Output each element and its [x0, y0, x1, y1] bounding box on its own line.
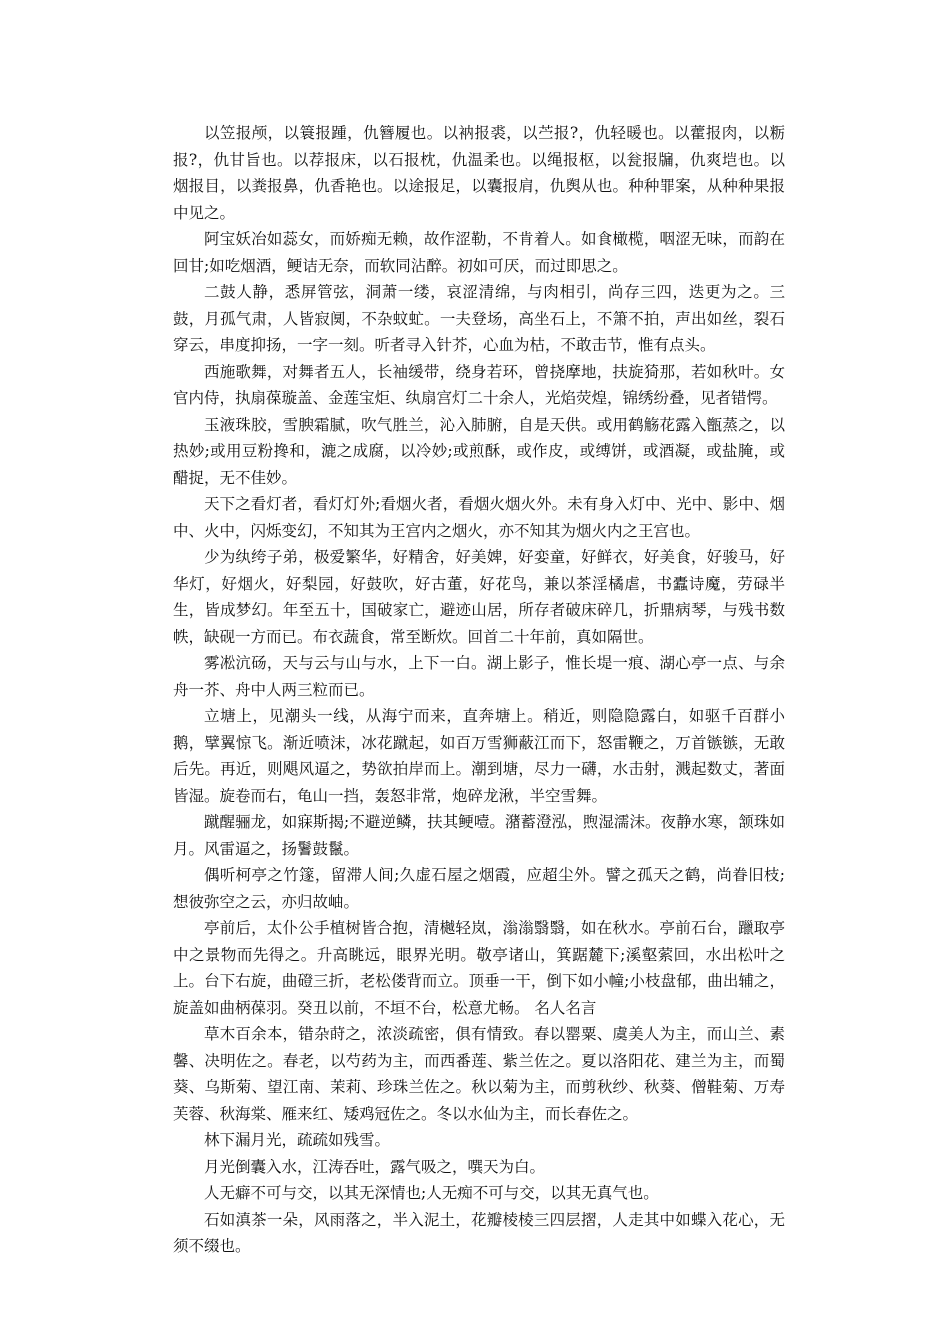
paragraph: 西施歌舞，对舞者五人，长袖缓带，绕身若环，曾挠摩地，扶旋猗那，若如秋叶。女官内侍，执扇葆璇盖、金莲宝炬、纨扇宫灯二十余人，光焰荧煌，锦绣纷叠，见者错愕。 [173, 362, 785, 407]
paragraph: 草木百余本，错杂莳之，浓淡疏密，俱有情致。春以罂粟、虞美人为主，而山兰、素馨、决明佐之。春老，以芍药为主，而西番莲、紫兰佐之。夏以洛阳花、建兰为主，而蜀葵、乌斯菊、望江南、茉莉、珍珠兰佐之。秋以菊为主，而剪秋纱、秋葵、僧鞋菊、万寿芙蓉、秋海棠、雁来红、矮鸡冠佐之。冬以水仙为主，而长春佐之。 [173, 1025, 785, 1123]
paragraph: 立塘上，见潮头一线，从海宁而来，直奔塘上。稍近，则隐隐露白，如驱千百群小鹅，擘翼惊飞。渐近喷沫，冰花蹴起，如百万雪狮蔽江而下，怒雷鞭之，万首镞镞，无敢后先。再近，则飓风逼之，势欲拍岸而上。潮到塘，尽力一礴，水击射，溅起数丈，著面皆湿。旋卷而右，龟山一挡，轰怒非常，炮碎龙湫，半空雪舞。 [173, 707, 785, 805]
paragraph: 天下之看灯者，看灯灯外;看烟火者，看烟火烟火外。未有身入灯中、光中、影中、烟中、火中，闪烁变幻，不知其为王宫内之烟火，亦不知其为烟火内之王宫也。 [173, 495, 785, 540]
paragraph: 月光倒囊入水，江涛吞吐，露气吸之，噀天为白。 [204, 1157, 546, 1176]
paragraph: 人无癖不可与交，以其无深情也;人无痴不可与交，以其无真气也。 [204, 1184, 659, 1202]
paragraph: 少为纨绔子弟，极爱繁华，好精舍，好美婢，好娈童，好鲜衣，好美食，好骏马，好华灯，好烟火，好梨园，好鼓吹，好古董，好花鸟，兼以茶淫橘虐，书蠹诗魔，劳碌半生，皆成梦幻。年至五十，国破家亡，避迹山居，所存者破床碎几，折鼎病琴，与残书数帙，缺砚一方而已。布衣蔬食，常至断炊。回首二十年前，真如隔世。 [173, 548, 785, 646]
paragraph: 玉液珠胶，雪腴霜腻，吹气胜兰，沁入肺腑，自是天供。或用鹤觞花露入甑蒸之，以热妙;或用豆粉搀和，漉之成腐，以冷妙;或煎酥，或作皮，或缚饼，或酒凝，或盐腌，或醋捉，无不佳妙。 [173, 415, 785, 487]
paragraph: 二鼓人静，悉屏管弦，洞萧一缕，哀涩清绵，与肉相引，尚存三四，迭更为之。三鼓，月孤气肃，人皆寂阒，不杂蚊虻。一夫登场，高坐石上，不箫不拍，声出如丝，裂石穿云，串度抑扬，一字一刻。听者寻入针芥，心血为枯，不敢击节，惟有点头。 [173, 283, 785, 354]
paragraph: 以笠报颅，以簑报踵，仇簪履也。以衲报裘，以苎报?，仇轻暖也。以藿报肉，以粝报?，仇甘旨也。以荐报床，以石报枕，仇温柔也。以绳报枢，以瓮报牖，仇爽垲也。以烟报目，以粪报鼻，仇香艳也。以途报足，以囊报肩，仇舆从也。种种罪案，从种种果报中见之。 [173, 124, 785, 222]
paragraph: 阿宝妖冶如蕊女，而娇痴无赖，故作涩勒，不肯着人。如食橄榄，咽涩无味，而韵在回甘;如吃烟酒，鲠诘无奈，而软同沾醉。初如可厌，而过即思之。 [173, 230, 785, 275]
paragraph: 石如滇茶一朵，风雨落之，半入泥土，花瓣棱棱三四层摺，人走其中如蝶入花心，无须不缀也。 [173, 1210, 785, 1255]
paragraph: 林下漏月光，疏疏如残雪。 [204, 1131, 391, 1149]
document-body [173, 120, 785, 1260]
paragraph: 雾凇沆砀，天与云与山与水，上下一白。湖上影子，惟长堤一痕、湖心亭一点、与余舟一芥、舟中人两三粒而已。 [173, 654, 785, 699]
paragraph: 亭前后，太仆公手植树皆合抱，清樾轻岚，滃滃翳翳，如在秋水。亭前石台，躐取亭中之景物而先得之。升高眺远，眼界光明。敬亭诸山，箕踞麓下;溪壑萦回，水出松叶之上。台下右旋，曲磴三折，老松偻背而立。顶垂一干，倒下如小幢;小枝盘郁，曲出辅之，旋盖如曲柄葆羽。癸丑以前，不垣不台，松意尤畅。 名人名言 [173, 919, 785, 1017]
paragraph: 蹴醒骊龙，如寐斯揭;不避逆鳞，扶其鲠噎。潴蓄澄泓，煦湿濡沫。夜静水寒，颔珠如月。风雷逼之，扬鬐鼓鬣。 [173, 813, 785, 858]
paragraph: 偶听柯亭之竹篴，留滞人间;久虚石屋之烟霞，应超尘外。譬之孤天之鹤，尚眷旧枝;想彼弥空之云，亦归故岫。 [173, 866, 785, 911]
